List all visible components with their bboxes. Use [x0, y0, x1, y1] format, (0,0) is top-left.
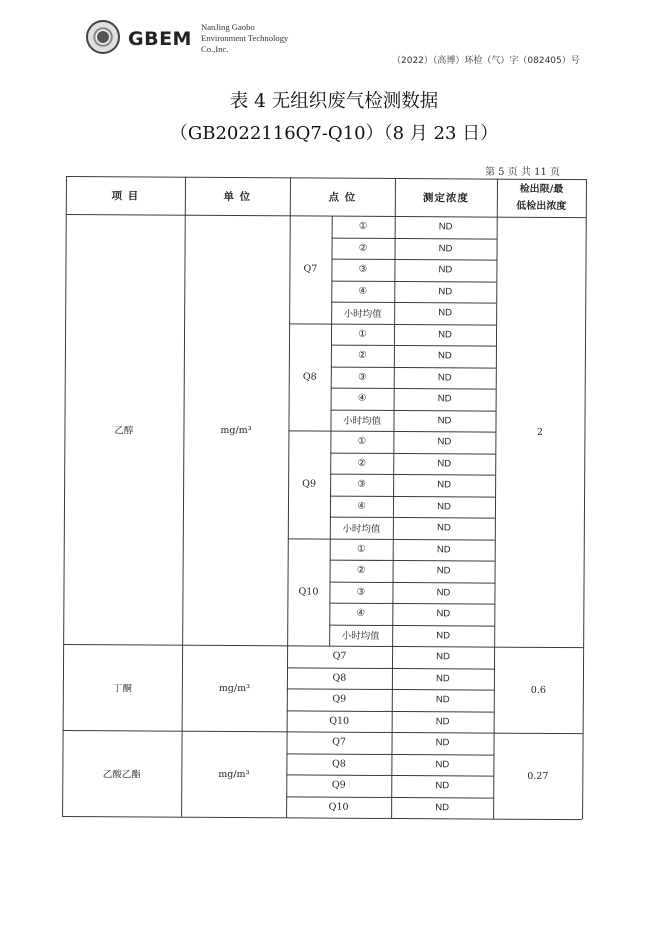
- unit-value: mg/m³: [218, 682, 250, 694]
- header-unit: 单 位: [223, 190, 252, 203]
- company-name: [201, 22, 288, 55]
- measured-value: ND: [438, 307, 453, 319]
- measured-value: ND: [435, 737, 450, 749]
- sample-label: ③: [358, 264, 368, 276]
- point-name: Q7: [332, 736, 347, 748]
- sample-label: ①: [358, 221, 368, 233]
- measured-value: ND: [437, 393, 452, 405]
- point-name: Q9: [332, 693, 347, 705]
- sample-label: 小时均值: [342, 415, 382, 428]
- sample-label: 小时均值: [341, 630, 380, 643]
- detection-limit: 0.6: [530, 684, 546, 696]
- point-name: Q10: [298, 586, 319, 598]
- item-name: 丁酮: [112, 683, 132, 695]
- table-title: 表 4 无组织废气检测数据: [229, 91, 439, 112]
- detection-limit: 2: [536, 426, 543, 438]
- company-seal-logo: [86, 20, 120, 54]
- table-subtitle: （GB2022116Q7-Q10）（8 月 23 日）: [169, 123, 499, 144]
- measured-value: ND: [437, 350, 452, 362]
- measured-value: ND: [435, 694, 450, 706]
- point-name: Q7: [332, 650, 347, 662]
- point-name: Q9: [302, 478, 317, 490]
- header-point: 点 位: [328, 191, 357, 204]
- item-name: 乙醇: [114, 425, 134, 437]
- measured-value: ND: [435, 780, 450, 792]
- measured-value: ND: [435, 802, 450, 814]
- page-number: 第 5 页 共 11 页: [485, 167, 560, 178]
- sample-label: ①: [358, 328, 367, 340]
- measured-value: ND: [437, 458, 452, 470]
- measured-value: ND: [438, 221, 453, 233]
- point-name: Q8: [332, 672, 347, 684]
- sample-label: ③: [357, 479, 366, 491]
- sample-label: ②: [356, 565, 366, 577]
- company-line: NanJing Gaobo: [201, 22, 255, 32]
- sample-label: 小时均值: [343, 308, 382, 320]
- point-name: Q7: [303, 263, 318, 275]
- item-name: 乙酸乙酯: [102, 769, 141, 781]
- header-concentration: 测定浓度: [422, 191, 469, 204]
- header-item: 项 目: [111, 189, 140, 202]
- sample-label: ④: [358, 285, 368, 297]
- report-header: [86, 18, 606, 66]
- sample-label: ④: [357, 500, 366, 512]
- sample-label: ①: [356, 543, 366, 555]
- measured-value: ND: [438, 286, 453, 298]
- measured-value: ND: [437, 372, 452, 384]
- measured-value: ND: [435, 716, 450, 728]
- point-name: Q8: [302, 371, 317, 383]
- measured-value: ND: [436, 522, 451, 534]
- measured-value: ND: [438, 329, 452, 341]
- measured-value: ND: [436, 651, 450, 663]
- sample-label: ④: [356, 608, 366, 620]
- measured-value: ND: [437, 415, 452, 427]
- measured-value: ND: [436, 587, 451, 599]
- document-number: （2022）（高博）环检（气）字（082405）号: [392, 56, 580, 66]
- sample-label: ③: [357, 371, 367, 383]
- point-name: Q9: [331, 779, 346, 791]
- sample-label: ②: [357, 457, 367, 469]
- header-detection-limit: [497, 179, 586, 218]
- point-name: Q10: [328, 801, 349, 813]
- measured-value: ND: [436, 608, 451, 620]
- company-line: Environment Technology: [201, 33, 289, 43]
- header-limit-line: 低检出浓度: [516, 200, 567, 213]
- measured-value: ND: [437, 479, 452, 491]
- point-name: Q8: [331, 758, 346, 770]
- sample-label: ②: [358, 242, 368, 254]
- point-name: Q10: [329, 715, 350, 727]
- sample-label: ①: [357, 436, 367, 448]
- detection-limit: 0.27: [527, 770, 549, 782]
- unit-value: mg/m³: [220, 424, 252, 436]
- measured-value: ND: [438, 243, 453, 255]
- sample-label: ④: [357, 393, 367, 405]
- sample-label: ③: [356, 586, 366, 598]
- measured-value: ND: [437, 436, 452, 448]
- unit-value: mg/m³: [218, 768, 250, 780]
- logo-text: GBEM: [128, 28, 192, 50]
- sample-label: ②: [358, 350, 367, 362]
- sample-label: 小时均值: [342, 523, 381, 535]
- measured-value: ND: [438, 264, 453, 276]
- measured-value: ND: [436, 673, 450, 685]
- measured-value: ND: [436, 630, 451, 642]
- measured-value: ND: [436, 565, 451, 577]
- measured-value: ND: [436, 544, 451, 556]
- measured-value: ND: [437, 501, 451, 513]
- company-line: Co.,Inc.: [201, 44, 229, 54]
- header-limit-line: 检出限/最: [519, 183, 564, 196]
- data-table: [62, 176, 586, 823]
- measured-value: ND: [435, 759, 450, 771]
